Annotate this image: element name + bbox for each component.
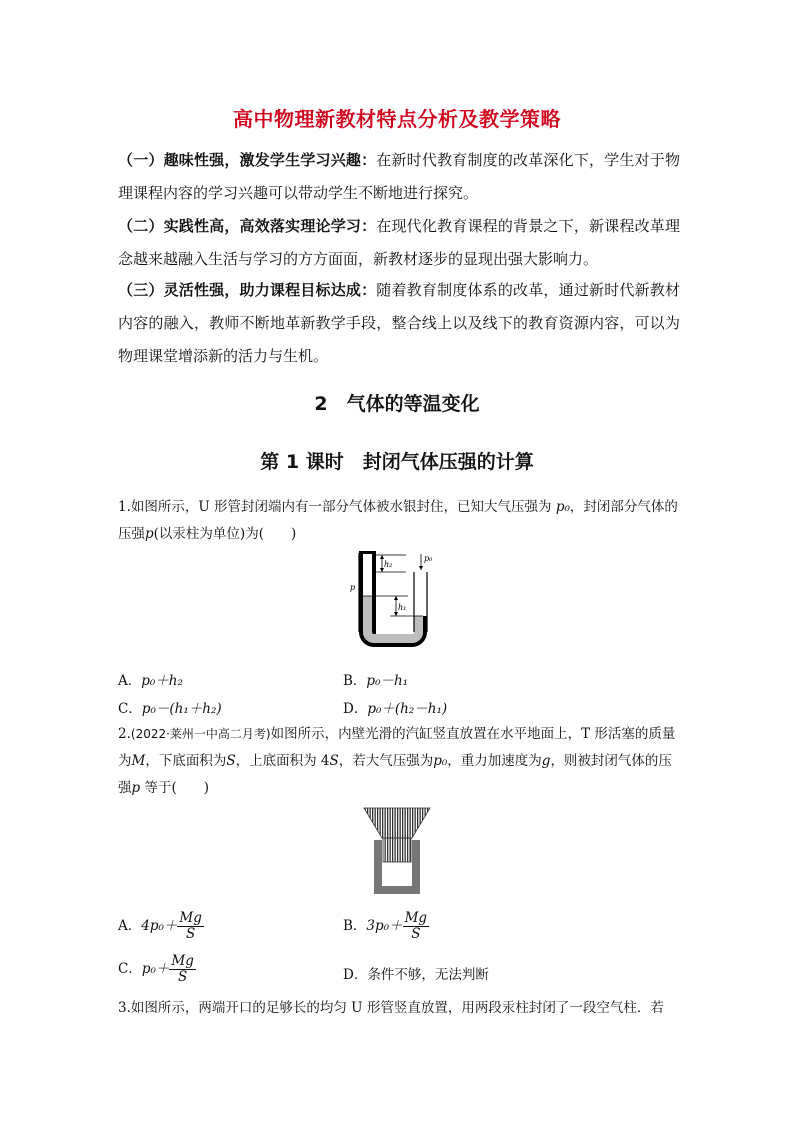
- question-3-stem: 3.如图所示，两端开口的足够长的均匀 U 形管竖直放置，用两段汞柱封闭了一段空气柱．若: [118, 1000, 664, 1016]
- q2-option-c[interactable]: C．p₀＋ $\frac{Mg}{S}$: [118, 953, 194, 985]
- feature-label: （一）趣味性强，激发学生学习兴趣：: [118, 151, 377, 169]
- label-p0: p₀: [424, 554, 433, 563]
- feature-label: （三）灵活性强，助力课程目标达成：: [118, 281, 377, 299]
- q2-option-b[interactable]: B．3p₀＋ $\frac{Mg}{S}$: [343, 910, 428, 942]
- q1-option-b[interactable]: B．p₀－h₁: [343, 673, 409, 689]
- q2-option-a[interactable]: A．4p₀＋ $\frac{Mg}{S}$: [118, 910, 202, 942]
- u-tube-figure: [350, 550, 450, 660]
- question-1-stem: 1.如图所示，U 形管封闭端内有一部分气体被水银封住，已知大气压强为 p₀，封闭部分气体的压强p(以汞柱为单位)为( ): [118, 499, 678, 542]
- lesson-title: 第 1 课时 封闭气体压强的计算: [260, 451, 534, 473]
- label-p: p: [350, 583, 356, 592]
- q1-option-d[interactable]: D．p₀＋(h₂－h₁): [343, 701, 448, 717]
- symbol-p: p: [145, 526, 154, 542]
- q1-option-a[interactable]: A．p₀＋h₂: [118, 673, 183, 689]
- feature-text: 随着教育制度体系的改革，通过新时代新教材内容的融入，教师不断地革新教学手段，整合线上以及线下的教育资源内容，可以为物理课堂增添新的活力与生机。: [118, 281, 680, 365]
- question-source: (2022·莱州一中高二月考): [130, 727, 271, 741]
- q1-option-c[interactable]: C．p₀－(h₁＋h₂): [118, 701, 222, 717]
- feature-text: 在新时代教育制度的改革深化下，学生对于物理课程内容的学习兴趣可以带动学生不断地进行探究。: [118, 151, 680, 202]
- label-h1: h₁: [398, 603, 407, 612]
- feature-paragraph-1: [118, 144, 680, 210]
- question-2-stem: 2.(2022·莱州一中高二月考)如图所示，内壁光滑的汽缸竖直放置在水平地面上，T 形活塞的质量为M，下底面积为S，上底面积为 4S，若大气压强为p₀，重力加速度为g，则被封闭气体的压强p 等于( ): [118, 726, 676, 796]
- symbol-p0: p₀: [555, 499, 570, 515]
- feature-paragraph-2: [118, 210, 680, 276]
- feature-paragraph-3: [118, 274, 680, 373]
- page-title: 高中物理新教材特点分析及教学策略: [233, 107, 561, 131]
- section-title: 2 气体的等温变化: [314, 393, 480, 415]
- feature-text: 在现代化教育课程的背景之下，新课程改革理念越来越融入生活与学习的方方面面，新教材逐步的显现出强大影响力。: [118, 217, 680, 268]
- feature-label: （二）实践性高，高效落实理论学习：: [118, 217, 377, 235]
- q2-option-d[interactable]: D．条件不够，无法判断: [343, 967, 489, 983]
- t-piston-cylinder-figure: [362, 806, 432, 898]
- label-h2: h₂: [384, 560, 393, 569]
